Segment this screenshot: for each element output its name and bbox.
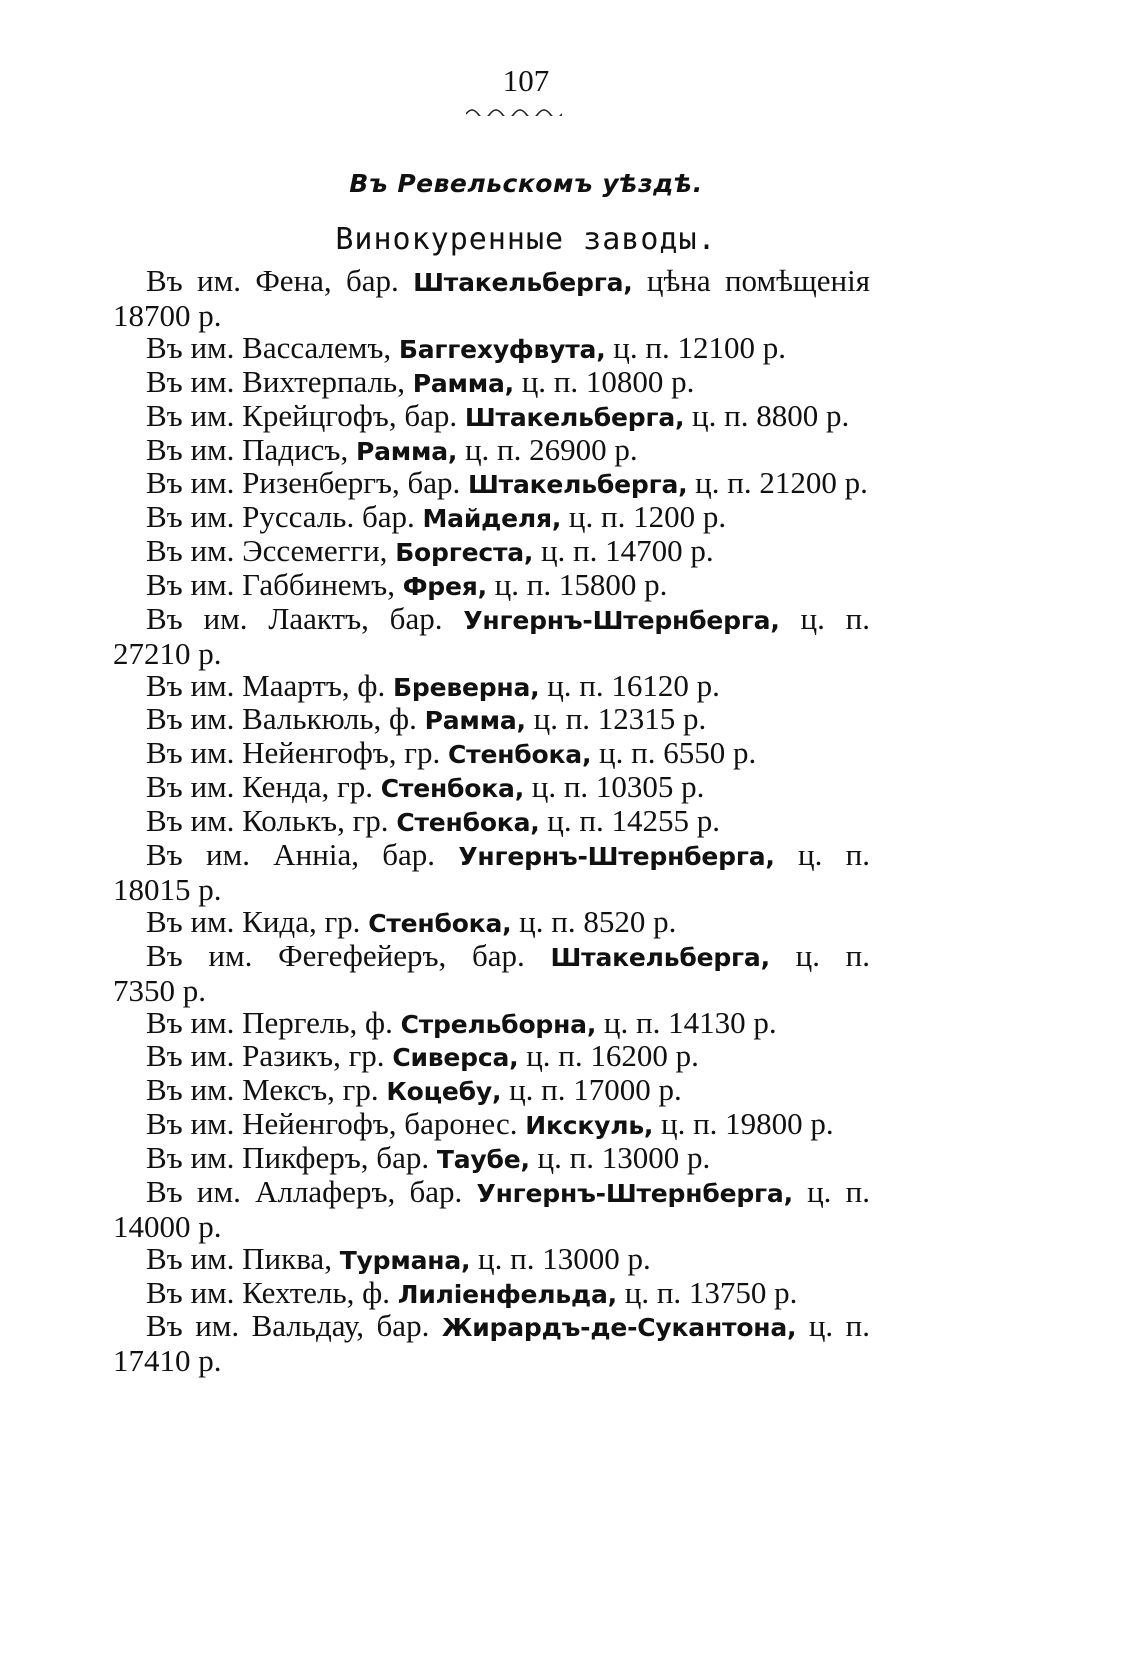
entry-line xyxy=(113,534,870,569)
price-text: ц. п. 21200 р. xyxy=(687,465,868,501)
list-item xyxy=(113,500,870,535)
entry-line xyxy=(113,1107,870,1142)
price-text: ц. п. 13750 р. xyxy=(616,1274,798,1310)
list-item xyxy=(113,1039,870,1074)
list-item xyxy=(113,702,870,737)
list-item xyxy=(113,466,870,501)
price-text: ц. п. 15800 р. xyxy=(486,566,668,602)
estate-text: Въ им. Маартъ, ф. xyxy=(146,667,394,703)
entry-line xyxy=(113,702,870,737)
price-text: ц. п. 13000 р. xyxy=(470,1240,651,1276)
price-text: ц. п. 26900 р. xyxy=(457,431,638,467)
owner-name: Майделя, xyxy=(422,504,562,534)
list-item xyxy=(113,433,870,468)
price-text: ц. п. xyxy=(774,836,870,872)
price-continuation: 17410 р. xyxy=(113,1343,222,1379)
owner-name: Жирардъ-де-Сукантона, xyxy=(441,1313,797,1343)
entry-line xyxy=(113,804,870,839)
entry-line xyxy=(113,1073,870,1108)
list-item xyxy=(113,1276,870,1311)
entry-line xyxy=(113,669,870,704)
estate-text: Въ им. Руссаль. бар. xyxy=(146,499,423,535)
list-item xyxy=(113,1006,870,1041)
estate-text: Въ им. Пиква, xyxy=(146,1240,340,1276)
list-item xyxy=(113,939,870,1007)
owner-name: Коцебу, xyxy=(386,1077,502,1107)
price-text: ц. п. 12100 р. xyxy=(605,330,786,366)
estate-text: Въ им. Габбинемъ, xyxy=(146,566,403,602)
owner-name: Рамма, xyxy=(355,436,458,466)
entry-line xyxy=(113,1276,870,1311)
list-item xyxy=(113,331,870,366)
list-item xyxy=(113,1107,870,1142)
estate-text: Въ им. Кида, гр. xyxy=(146,903,369,939)
entry-line xyxy=(113,838,870,873)
owner-name: Рамма, xyxy=(412,368,514,398)
price-text: ц. п. 13000 р. xyxy=(529,1139,711,1175)
price-text: ц. п. 14130 р. xyxy=(596,1004,777,1040)
owner-name: Рамма, xyxy=(424,706,526,736)
price-text: ц. п. 14700 р. xyxy=(533,532,714,568)
entry-line xyxy=(113,1309,870,1344)
price-text: ц. п. 8520 р. xyxy=(511,903,677,939)
owner-name: Штакельберга, xyxy=(413,268,633,297)
entry-line xyxy=(113,1242,870,1277)
owner-name: Унгернъ-Штернберга, xyxy=(458,841,775,871)
list-item xyxy=(113,1309,870,1377)
entry-line xyxy=(113,1175,870,1210)
entry-line xyxy=(113,466,870,501)
district-heading: Въ Ревельскомъ уѣздѣ. xyxy=(349,169,703,198)
estate-text: Въ им. Падисъ, xyxy=(146,431,356,467)
list-item xyxy=(113,736,870,771)
price-text: ц. п. 10305 р. xyxy=(524,769,705,804)
estate-text: Въ им. Кехтель, ф. xyxy=(146,1274,398,1310)
owner-name: Штакельберга, xyxy=(468,470,688,500)
list-item xyxy=(113,534,870,569)
estate-text: Въ им. Эссемегги, xyxy=(146,532,396,568)
price-continuation: 27210 р. xyxy=(113,635,222,671)
owner-name: Штакельберга, xyxy=(464,402,685,432)
entry-line xyxy=(113,736,870,771)
owner-name: Таубе, xyxy=(436,1144,530,1174)
price-text: ц. п. 19800 р. xyxy=(653,1106,834,1141)
price-text: ц. п. 17000 р. xyxy=(501,1072,682,1108)
estate-text: Въ им. Вихтерпаль, xyxy=(146,363,413,399)
owner-name: Икскуль, xyxy=(525,1111,654,1140)
price-text: ц. п. xyxy=(779,600,871,636)
price-text: ц. п. 6550 р. xyxy=(591,735,757,771)
owner-name: Фрея, xyxy=(402,571,487,601)
owner-name: Унгернъ-Штернберга, xyxy=(476,1178,793,1208)
entry-line xyxy=(113,264,870,299)
estate-text: Въ им. Мексъ, гр. xyxy=(146,1072,387,1108)
estate-text: Въ им. Пергель, ф. xyxy=(146,1004,401,1040)
owner-name: Унгернъ-Штернберга, xyxy=(463,605,780,635)
entry-line xyxy=(113,1039,870,1074)
list-item xyxy=(113,838,870,906)
estate-text: Въ им. Аллаферъ, бар. xyxy=(146,1173,477,1209)
estate-text: Въ им. Разикъ, гр. xyxy=(146,1038,393,1074)
estate-text: Въ им. Ризенбергъ, бар. xyxy=(146,465,468,501)
estate-text: Въ им. Фена, бар. xyxy=(146,263,414,298)
entry-line xyxy=(113,602,870,637)
entry-line xyxy=(113,365,870,400)
list-item xyxy=(113,1073,870,1108)
price-text: цѣна помѣщенія xyxy=(632,263,870,298)
price-text: ц. п. 12315 р. xyxy=(525,701,707,737)
list-item xyxy=(113,264,870,332)
page-number: 107 xyxy=(502,63,550,98)
owner-name: Стенбока, xyxy=(368,908,512,938)
price-text: ц. п. 8800 р. xyxy=(684,397,850,433)
price-text: ц. п. 14255 р. xyxy=(539,802,720,838)
estate-text: Въ им. Фегефейеръ, бар. xyxy=(146,937,551,973)
entry-line xyxy=(113,331,870,366)
list-item xyxy=(113,1141,870,1176)
list-item xyxy=(113,669,870,704)
price-text: ц. п. xyxy=(792,1173,870,1209)
section-title: Винокуренные заводы. xyxy=(335,222,717,257)
entry-line xyxy=(113,1006,870,1041)
price-text: ц. п. xyxy=(796,1308,870,1344)
owner-name: Стенбока, xyxy=(380,774,524,803)
list-item xyxy=(113,804,870,839)
entry-line xyxy=(113,568,870,603)
price-text: ц. п. xyxy=(769,937,870,973)
list-item xyxy=(113,1242,870,1277)
price-text: ц. п. 1200 р. xyxy=(561,499,727,535)
estate-text: Въ им. Пикферъ, бар. xyxy=(146,1139,437,1175)
owner-name: Стрельборна, xyxy=(400,1009,597,1039)
estate-text: Въ им. Нейенгофъ, баронес. xyxy=(146,1106,526,1141)
estate-text: Въ им. Вальдау, бар. xyxy=(146,1308,442,1344)
estate-text: Въ им. Кенда, гр. xyxy=(146,769,381,804)
estate-text: Въ им. Анніа, бар. xyxy=(146,836,459,872)
price-continuation: 7350 р. xyxy=(113,972,206,1008)
list-item xyxy=(113,365,870,400)
price-text: ц. п. 16200 р. xyxy=(518,1038,699,1074)
estate-text: Въ им. Нейенгофъ, гр. xyxy=(146,735,449,771)
entry-line xyxy=(113,939,870,974)
owner-name: Стенбока, xyxy=(448,740,592,770)
price-text: ц. п. 16120 р. xyxy=(539,667,720,703)
entry-line xyxy=(113,770,870,805)
owner-name: Баггехуфвута, xyxy=(398,335,606,365)
price-continuation: 18700 р. xyxy=(113,298,222,333)
price-text: ц. п. 10800 р. xyxy=(513,363,695,399)
owner-name: Лиліенфельда, xyxy=(397,1279,617,1309)
list-item xyxy=(113,905,870,940)
entry-line xyxy=(113,399,870,434)
entry-line xyxy=(113,500,870,535)
list-item xyxy=(113,602,870,670)
entry-line xyxy=(113,433,870,468)
entry-line xyxy=(113,1141,870,1176)
owner-name: Сиверса, xyxy=(392,1043,519,1073)
owner-name: Бреверна, xyxy=(393,672,540,702)
owner-name: Боргеста, xyxy=(395,537,534,567)
entry-line xyxy=(113,905,870,940)
estate-text: Въ им. Колькъ, гр. xyxy=(146,802,397,838)
price-continuation: 18015 р. xyxy=(113,871,222,907)
price-continuation: 14000 р. xyxy=(113,1208,222,1244)
owner-name: Штакельберга, xyxy=(550,942,770,972)
list-item xyxy=(113,399,870,434)
wavy-rule-ornament xyxy=(466,106,562,116)
owner-name: Турмана, xyxy=(339,1245,471,1275)
estate-text: Въ им. Вассалемъ, xyxy=(146,330,399,366)
estate-text: Въ им. Валькюль, ф. xyxy=(146,701,425,737)
estate-text: Въ им. Лаактъ, бар. xyxy=(146,600,464,636)
list-item xyxy=(113,770,870,805)
estate-text: Въ им. Крейцгофъ, бар. xyxy=(146,397,465,433)
list-item xyxy=(113,568,870,603)
owner-name: Стенбока, xyxy=(396,807,540,837)
list-item xyxy=(113,1175,870,1243)
